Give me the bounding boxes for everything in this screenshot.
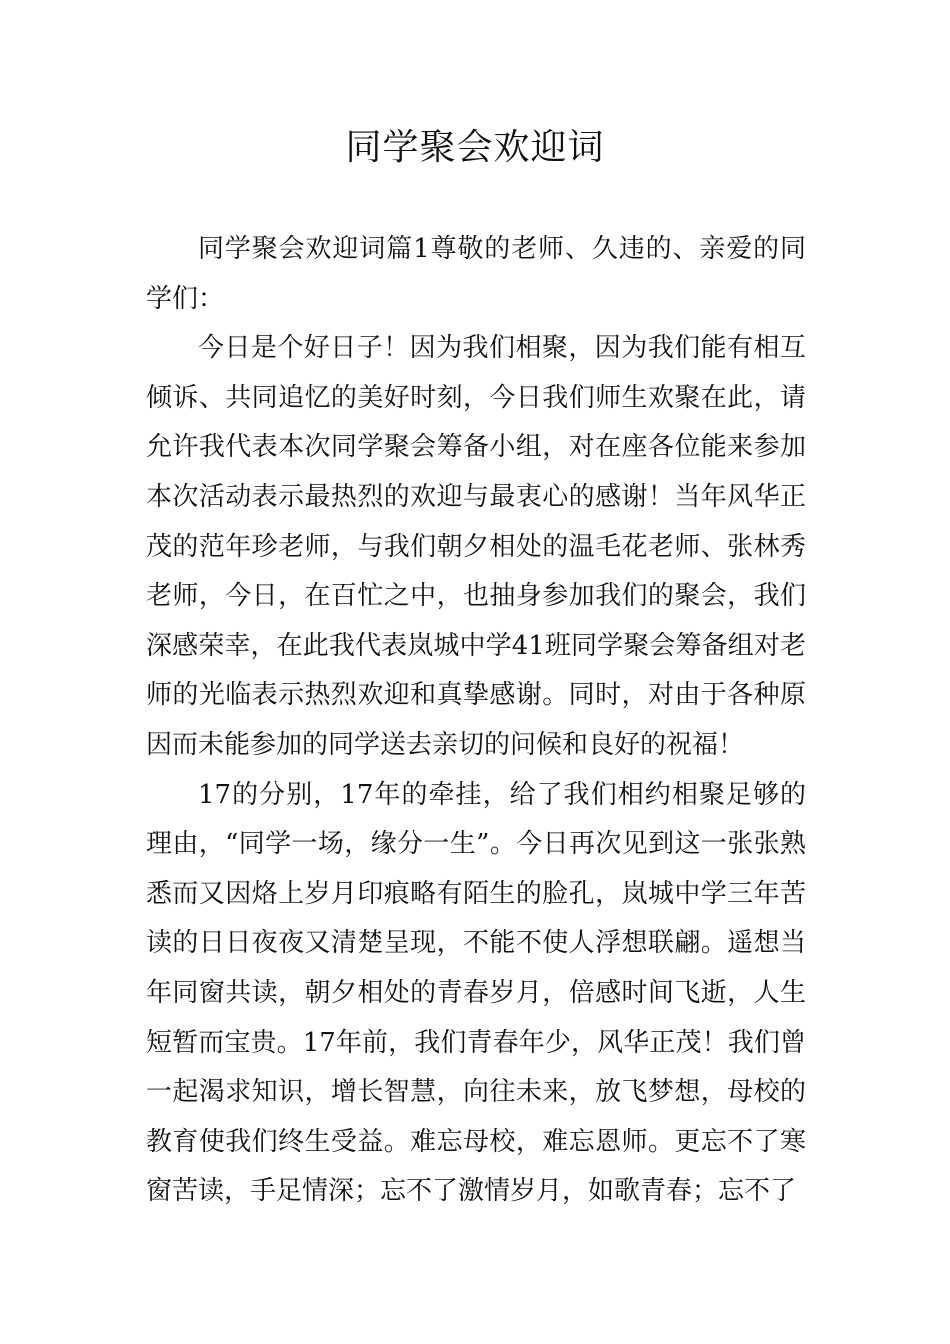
paragraph-3: 17的分别，17年的牵挂，给了我们相约相聚足够的理由，“同学一场，缘分一生”。今日再次见到这一张张熟悉而又因烙上岁月印痕略有陌生的脸孔，岚城中学三年苦读的日日夜夜又清楚呈现，不能不使人浮想联翩。遥想当年同窗共读，朝夕相处的青春岁月，倍感时间飞逝，人生短暂而宝贵。17年前，我们青春年少，风华正茂！我们曾一起渴求知识，增长智慧，向往未来，放飞梦想，母校的教育使我们终生受益。难忘母校，难忘恩师。更忘不了寒窗苦读，手足情深；忘不了激情岁月，如歌青春；忘不了: [146, 779, 806, 1207]
paragraph-1: 同学聚会欢迎词篇1尊敬的老师、久违的、亲爱的同学们：: [146, 234, 806, 314]
paragraph-2: 今日是个好日子！因为我们相聚，因为我们能有相互倾诉、共同追忆的美好时刻，今日我们师生欢聚在此，请允许我代表本次同学聚会筹备小组，对在座各位能来参加本次活动表示最热烈的欢迎与最衷心的感谢！当年风华正茂的范年珍老师，与我们朝夕相处的温毛花老师、张林秀老师，今日，在百忙之中，也抽身参加我们的聚会，我们深感荣幸，在此我代表岚城中学41班同学聚会筹备组对老师的光临表示热烈欢迎和真挚感谢。同时，对由于各种原因而未能参加的同学送去亲切的问候和良好的祝福！: [146, 333, 806, 760]
document-body: [146, 225, 806, 1217]
document-title: 同学聚会欢迎词: [345, 127, 605, 168]
